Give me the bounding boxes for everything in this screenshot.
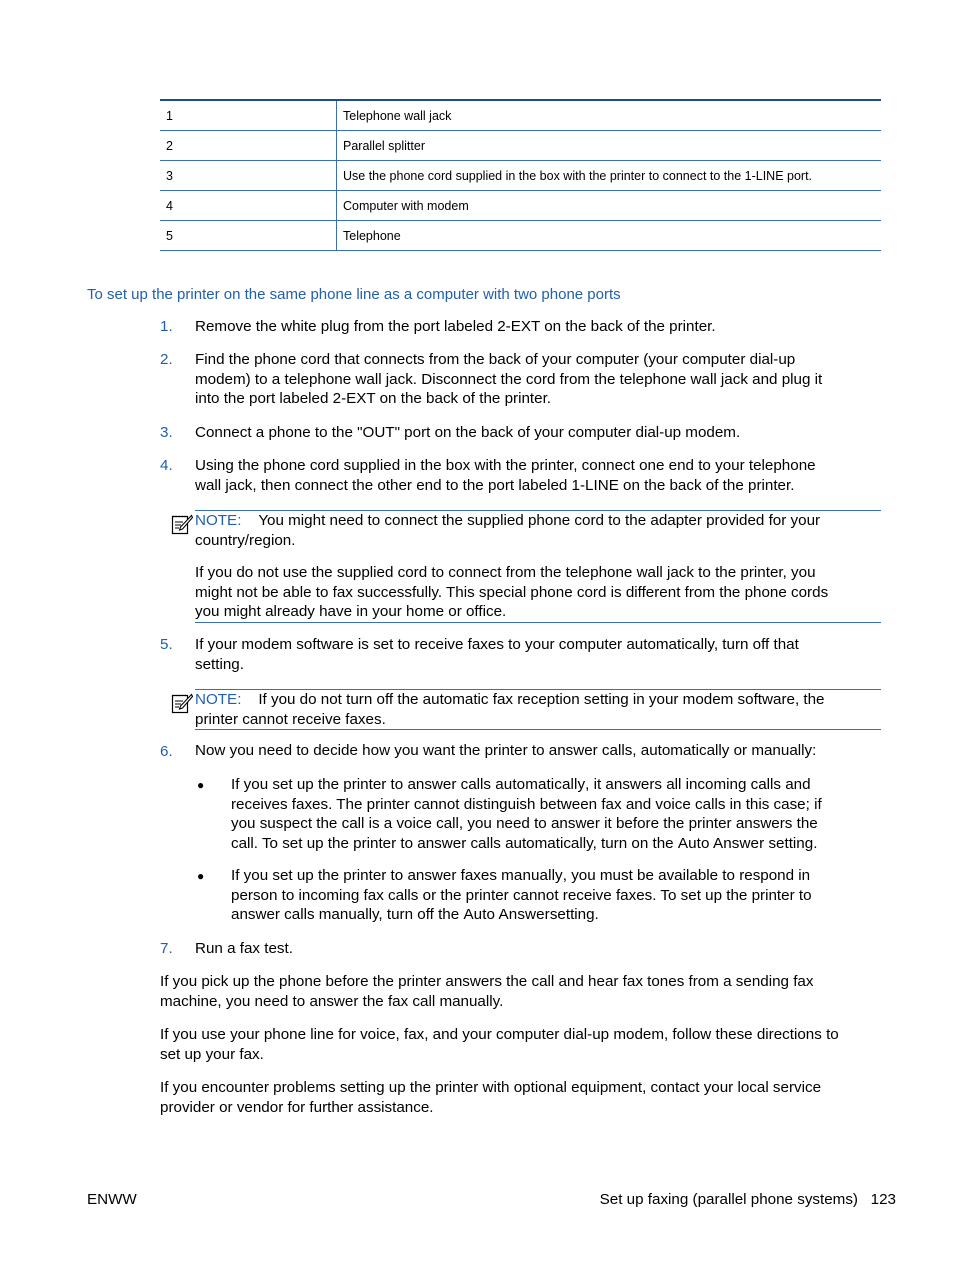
footer-section-title: Set up faxing (parallel phone systems) — [599, 1191, 858, 1208]
text-run: answer calls manually, turn off the — [231, 906, 464, 924]
table-cell-num: 2 — [160, 131, 337, 161]
note-line: If you do not use the supplied cord to connect from the telephone wall jack to the printer, you — [195, 564, 816, 581]
note-pencil-icon — [171, 513, 193, 533]
table-row — [160, 161, 881, 191]
note-line: country/region. — [195, 531, 296, 549]
step-text: Run a fax test. — [195, 940, 293, 957]
table-row — [160, 191, 881, 221]
bullet-line: receives faxes. The printer cannot distinguish between fax and voice calls in this case; if — [231, 795, 822, 813]
step-text: Connect a phone to the "OUT" port on the back of your computer dial-up modem. — [195, 424, 741, 441]
page-number: 123 — [870, 1191, 896, 1208]
step-line: wall jack, then connect the other end to the port labeled 1-LINE on the back of the printer. — [195, 476, 795, 494]
text-run: call. To set up the printer to answer calls automatically, turn on the — [231, 834, 678, 852]
step-number: 5. — [160, 636, 173, 653]
table-cell-num: 4 — [160, 191, 337, 221]
step-text: Remove the white plug from the port labeled 2-EXT on the back of the printer. — [195, 318, 716, 335]
ui-term: automatically — [495, 776, 586, 793]
step-text: Now you need to decide how you want the printer to answer calls, automatically or manually: — [195, 742, 817, 759]
paragraph-line: machine, you need to answer the fax call manually. — [160, 992, 504, 1010]
note-text — [195, 690, 825, 729]
table-cell-num: 1 — [160, 100, 337, 131]
paragraph — [160, 1025, 839, 1064]
paragraph-line: set up your fax. — [160, 1045, 264, 1063]
note-line: You might need to connect the supplied phone cord to the adapter provided for your — [258, 512, 821, 529]
step-line: setting. — [195, 655, 244, 673]
step-number: 3. — [160, 424, 173, 441]
note-pencil-icon — [171, 692, 193, 712]
note-text — [195, 511, 820, 550]
paragraph-line: If you encounter problems setting up the printer with optional equipment, contact your local service — [160, 1079, 822, 1096]
legend-table — [160, 99, 881, 251]
step-number: 6. — [160, 743, 173, 760]
table-cell-desc: Telephone — [337, 221, 882, 251]
text-run: , you must be available to respond in — [562, 867, 811, 884]
note-box — [195, 689, 881, 730]
table-cell-desc: Parallel splitter — [337, 131, 882, 161]
paragraph-line: If you pick up the phone before the printer answers the call and hear fax tones from a sending fax — [160, 973, 814, 990]
section-heading: To set up the printer on the same phone line as a computer with two phone ports — [87, 286, 621, 303]
step-line: modem) to a telephone wall jack. Disconnect the cord from the telephone wall jack and plug it — [195, 370, 823, 388]
table-cell-num: 3 — [160, 161, 337, 191]
paragraph-line: provider or vendor for further assistance. — [160, 1098, 434, 1116]
step-number: 2. — [160, 351, 173, 368]
table-cell-desc: Computer with modem — [337, 191, 882, 221]
note-line: you might already have in your home or office. — [195, 603, 507, 621]
note-label: NOTE: — [195, 512, 242, 529]
table-row — [160, 221, 881, 251]
bullet-dot-icon: ● — [197, 778, 205, 792]
table-cell-desc: Use the phone cord supplied in the box with the printer to connect to the 1-LINE port. — [337, 161, 882, 191]
paragraph — [160, 1078, 821, 1117]
text-run: , it answers all incoming calls and — [585, 776, 811, 793]
step-text — [195, 456, 816, 495]
step-number: 4. — [160, 457, 173, 474]
bullet-text — [231, 775, 822, 853]
paragraph-line: If you use your phone line for voice, fax, and your computer dial-up modem, follow these directions to — [160, 1026, 839, 1043]
step-line: If your modem software is set to receive faxes to your computer automatically, turn off that — [195, 636, 799, 653]
text-run: setting. — [764, 834, 818, 852]
table-row — [160, 131, 881, 161]
footer-right — [600, 1191, 896, 1208]
step-number: 1. — [160, 318, 173, 335]
text-run: If you set up the printer to answer faxes — [231, 867, 502, 884]
ui-term: Auto Answer — [677, 834, 765, 852]
ui-term: manually — [501, 867, 563, 884]
step-number: 7. — [160, 940, 173, 957]
bullet-text — [231, 866, 812, 925]
text-run: If you set up the printer to answer calls — [231, 776, 496, 793]
ui-term: Auto Answer — [463, 906, 550, 924]
note-label: NOTE: — [195, 691, 242, 708]
step-text — [195, 350, 822, 409]
bullet-line: you suspect the call is a voice call, you need to answer it before the printer answers the — [231, 815, 818, 833]
paragraph — [160, 972, 813, 1011]
bullet-dot-icon: ● — [197, 869, 205, 883]
table-cell-desc: Telephone wall jack — [337, 100, 882, 131]
note-box — [195, 510, 881, 623]
table-row — [160, 100, 881, 131]
text-run: setting. — [549, 906, 599, 924]
note-line: might not be able to fax successfully. This special phone cord is different from the phone cords — [195, 583, 829, 601]
bullet-line: person to incoming fax calls or the printer cannot receive faxes. To set up the printer to — [231, 886, 812, 904]
note-line: printer cannot receive faxes. — [195, 710, 386, 728]
step-line: Using the phone cord supplied in the box with the printer, connect one end to your telephone — [195, 457, 816, 474]
step-line: into the port labeled 2-EXT on the back of the printer. — [195, 390, 552, 408]
note-line: If you do not turn off the automatic fax reception setting in your modem software, the — [258, 691, 825, 708]
note-paragraph — [195, 563, 828, 622]
step-line: Find the phone cord that connects from the back of your computer (your computer dial-up — [195, 351, 796, 368]
footer-left: ENWW — [87, 1191, 137, 1208]
table-cell-num: 5 — [160, 221, 337, 251]
step-text — [195, 635, 799, 674]
